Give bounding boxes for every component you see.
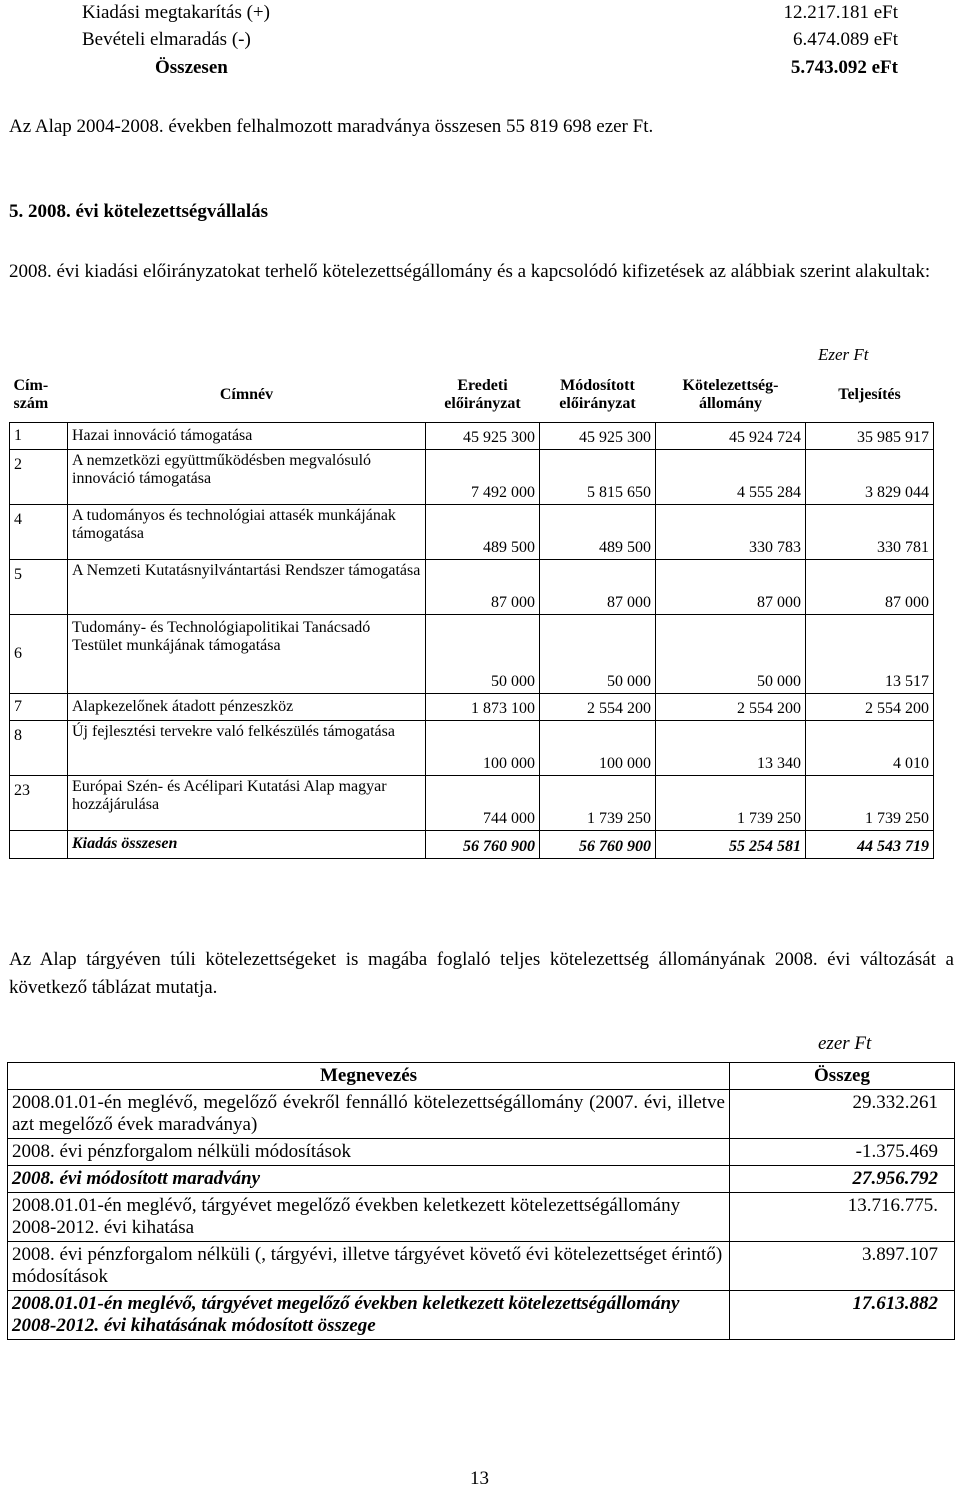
row-cim: 6 [10,614,68,693]
row-name: Tudomány- és Technológiapolitikai Tanácsadó Testület munkájának támogatása [68,614,426,693]
commitment-table [9,368,934,859]
table-row [10,504,934,559]
header-osszeg: Összeg [730,1063,955,1090]
total-cim-empty [10,830,68,858]
summary-label-savings: Kiadási megtakarítás (+) [82,2,270,23]
page-number: 13 [470,1468,489,1489]
row-eredeti: 744 000 [426,775,540,830]
table-row [10,614,934,693]
row-kotelezettseg: 4 555 284 [656,449,806,504]
table-row [10,693,934,720]
row-value: 17.613.882 [730,1291,955,1340]
table-row [8,1166,955,1193]
row-modositott: 2 554 200 [540,693,656,720]
row-cim: 1 [10,422,68,449]
table2-header [8,1063,955,1090]
row-modositott: 1 739 250 [540,775,656,830]
row-kotelezettseg: 87 000 [656,559,806,614]
change-table [7,1062,955,1340]
row-teljesites: 330 781 [806,504,934,559]
header-megnevezes: Megnevezés [8,1063,730,1090]
row-value: 27.956.792 [730,1166,955,1193]
total-kotelezettseg: 55 254 581 [656,830,806,858]
row-name: 2008. évi pénzforgalom nélküli módosítások [8,1139,730,1166]
intro-paragraph: 2008. évi kiadási előirányzatokat terhelő kötelezettségállomány és a kapcsolódó kifizetések az alábbiak szerint alakultak: [9,261,931,282]
summary-value-savings: 12.217.181 eFt [783,2,898,23]
row-modositott: 87 000 [540,559,656,614]
header-teljesites: Teljesítés [806,368,934,422]
row-cim: 8 [10,720,68,775]
row-cim: 4 [10,504,68,559]
summary-value-revenue-shortfall: 6.474.089 eFt [792,29,898,50]
row-name: 2008.01.01-én meglévő, tárgyévet megelőző években keletkezett kötelezettségállomány 2008-2012. évi kihatásának módosított összege [8,1291,730,1340]
table-row [8,1291,955,1340]
summary-label-revenue-shortfall: Bevételi elmaradás (-) [82,29,251,50]
paragraph-2: Az Alap tárgyéven túli kötelezettségeket is magába foglaló teljes kötelezettség állományának 2008. évi változását a következő táblázat mutatja. [9,949,954,998]
total-teljesites: 44 543 719 [806,830,934,858]
row-eredeti: 100 000 [426,720,540,775]
table-row [8,1090,955,1139]
row-name: A Nemzeti Kutatásnyilvántartási Rendszer támogatása [68,559,426,614]
row-kotelezettseg: 2 554 200 [656,693,806,720]
row-eredeti: 1 873 100 [426,693,540,720]
row-teljesites: 1 739 250 [806,775,934,830]
row-teljesites: 13 517 [806,614,934,693]
row-value: -1.375.469 [730,1139,955,1166]
header-kotelezettseg: Kötelezettség-állomány [656,368,806,422]
row-modositott: 489 500 [540,504,656,559]
summary-value-total: 5.743.092 eFt [790,57,898,78]
row-name: Új fejlesztési tervekre való felkészülés támogatása [68,720,426,775]
row-teljesites: 3 829 044 [806,449,934,504]
row-eredeti: 489 500 [426,504,540,559]
table-row [10,422,934,449]
table2-unit: ezer Ft [818,1033,872,1054]
row-teljesites: 87 000 [806,559,934,614]
table-row [10,559,934,614]
row-name: 2008. évi módosított maradvány [8,1166,730,1193]
table-row [8,1193,955,1242]
row-teljesites: 2 554 200 [806,693,934,720]
residual-text: Az Alap 2004-2008. években felhalmozott maradványa összesen 55 819 698 ezer Ft. [9,116,654,137]
row-eredeti: 87 000 [426,559,540,614]
row-value: 29.332.261 [730,1090,955,1139]
row-name: Alapkezelőnek átadott pénzeszköz [68,693,426,720]
row-name: A tudományos és technológiai attasék munkájának támogatása [68,504,426,559]
row-kotelezettseg: 330 783 [656,504,806,559]
row-modositott: 45 925 300 [540,422,656,449]
total-row [10,830,934,858]
summary-label-total: Összesen [155,57,228,78]
table-row [8,1139,955,1166]
row-cim: 5 [10,559,68,614]
row-teljesites: 35 985 917 [806,422,934,449]
table-row [10,720,934,775]
total-modositott: 56 760 900 [540,830,656,858]
row-kotelezettseg: 1 739 250 [656,775,806,830]
row-cim: 2 [10,449,68,504]
row-teljesites: 4 010 [806,720,934,775]
row-cim: 7 [10,693,68,720]
header-cimszam: Cím-szám [10,368,68,422]
row-eredeti: 50 000 [426,614,540,693]
row-name: 2008.01.01-én meglévő, megelőző évekről fennálló kötelezettségállomány (2007. évi, illetve azt megelőző évek maradványa) [8,1090,730,1139]
row-name: A nemzetközi együttműködésben megvalósuló innováció támogatása [68,449,426,504]
table-row [10,449,934,504]
row-name: Európai Szén- és Acélipari Kutatási Alap magyar hozzájárulása [68,775,426,830]
row-modositott: 5 815 650 [540,449,656,504]
row-modositott: 100 000 [540,720,656,775]
table-row [10,775,934,830]
table-row [8,1242,955,1291]
row-kotelezettseg: 13 340 [656,720,806,775]
row-eredeti: 7 492 000 [426,449,540,504]
row-name: 2008. évi pénzforgalom nélküli (, tárgyévi, illetve tárgyévet követő évi kötelezettséget érintő) módosítások [8,1242,730,1291]
row-kotelezettseg: 45 924 724 [656,422,806,449]
total-label: Kiadás összesen [68,830,426,858]
header-eredeti: Eredeti előirányzat [426,368,540,422]
table1-unit: Ezer Ft [818,345,869,364]
row-kotelezettseg: 50 000 [656,614,806,693]
row-value: 13.716.775. [730,1193,955,1242]
section-heading: 5. 2008. évi kötelezettségvállalás [9,201,269,222]
row-cim: 23 [10,775,68,830]
header-modositott: Módosított előirányzat [540,368,656,422]
total-eredeti: 56 760 900 [426,830,540,858]
row-name: 2008.01.01-én meglévő, tárgyévet megelőző években keletkezett kötelezettségállomány 2008-2012. évi kihatása [8,1193,730,1242]
header-cimnev: Címnév [68,368,426,422]
row-value: 3.897.107 [730,1242,955,1291]
row-eredeti: 45 925 300 [426,422,540,449]
row-modositott: 50 000 [540,614,656,693]
row-name: Hazai innováció támogatása [68,422,426,449]
